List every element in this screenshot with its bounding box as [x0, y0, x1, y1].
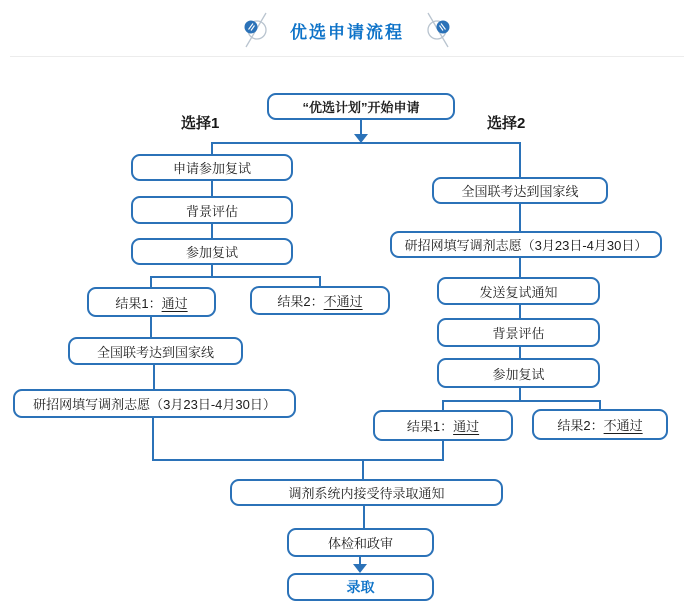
node-start: “优选计划”开始申请 — [267, 93, 455, 120]
brush-ornament-icon — [424, 11, 452, 49]
branch-label-choice2: 选择2 — [487, 115, 526, 132]
brush-ornament-icon — [242, 11, 270, 49]
connector — [360, 120, 362, 135]
result-prefix: 结果1： — [406, 419, 454, 434]
header-divider — [10, 56, 684, 57]
node-left-attend-retest: 参加复试 — [131, 238, 293, 265]
page-header — [0, 8, 694, 52]
connector — [150, 317, 152, 338]
connector — [153, 365, 155, 390]
result-prefix: 结果2： — [557, 418, 604, 433]
connector — [152, 459, 444, 461]
node-right-result-pass — [373, 410, 513, 441]
result-prefix: 结果2： — [277, 294, 324, 309]
node-right-national-line: 全国联考达到国家线 — [432, 177, 608, 204]
node-right-background-eval: 背景评估 — [437, 318, 600, 347]
node-left-fill-adjustment: 研招网填写调剂志愿（3月23日-4月30日） — [13, 389, 296, 418]
node-right-result-fail — [532, 409, 668, 440]
page-title: 优选申请流程 — [290, 22, 404, 42]
connector — [150, 276, 321, 278]
connector — [211, 181, 213, 197]
result-outcome: 通过 — [453, 419, 480, 434]
connector — [519, 204, 521, 232]
connector — [363, 506, 365, 529]
connector — [519, 305, 521, 319]
result-outcome: 不通过 — [603, 418, 643, 433]
result-outcome: 不通过 — [323, 294, 363, 309]
node-left-apply-retest: 申请参加复试 — [131, 154, 293, 181]
node-accept-notice: 调剂系统内接受待录取通知 — [230, 479, 503, 506]
connector — [362, 459, 364, 480]
node-left-background-eval: 背景评估 — [131, 196, 293, 224]
node-right-fill-adjustment: 研招网填写调剂志愿（3月23日-4月30日） — [390, 231, 662, 258]
branch-label-choice1: 选择1 — [181, 115, 220, 132]
connector — [211, 142, 521, 144]
result-outcome: 通过 — [161, 295, 188, 311]
connector — [211, 224, 213, 239]
connector — [519, 258, 521, 278]
node-left-national-line: 全国联考达到国家线 — [68, 337, 243, 365]
node-right-send-notice: 发送复试通知 — [437, 277, 600, 305]
arrowhead-down-icon — [353, 564, 367, 573]
connector — [519, 142, 521, 178]
node-left-result-pass — [87, 287, 216, 317]
node-physical-political-review: 体检和政审 — [287, 528, 434, 557]
result-prefix: 结果1： — [115, 295, 162, 311]
node-right-attend-retest: 参加复试 — [437, 358, 600, 388]
node-admission: 录取 — [287, 573, 434, 601]
connector — [152, 418, 154, 461]
connector — [442, 400, 601, 402]
node-left-result-fail — [250, 286, 390, 315]
connector — [442, 441, 444, 461]
